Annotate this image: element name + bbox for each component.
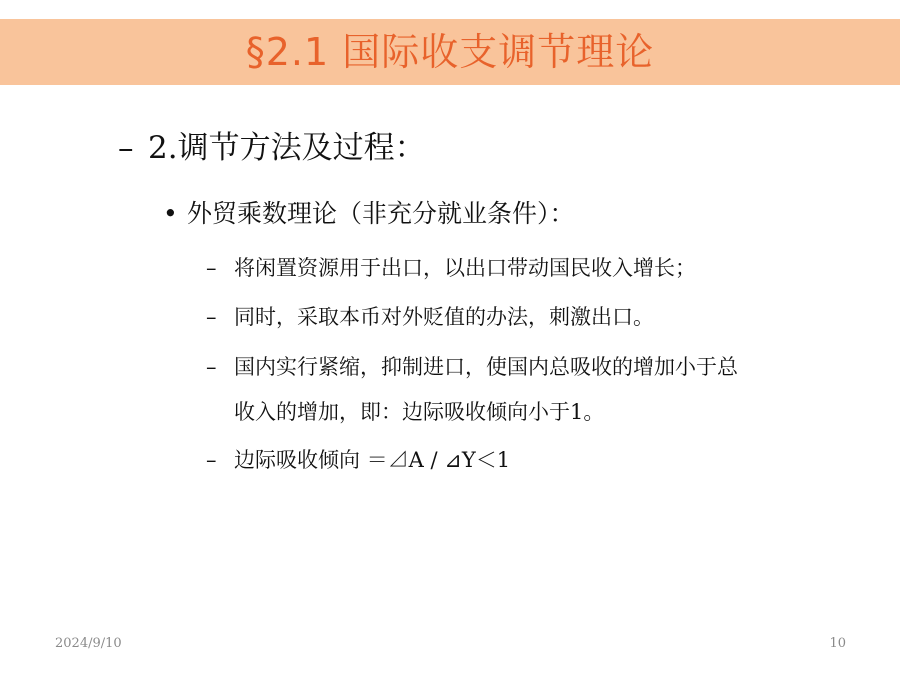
level2-item [163, 194, 575, 234]
dash-marker: – [206, 355, 217, 379]
level3-item [206, 438, 510, 482]
dash-marker: – [206, 256, 217, 280]
dash-marker: – [206, 305, 217, 329]
bullet-marker: • [163, 199, 178, 228]
level3-text: 国内实行紧缩，抑制进口，使国内总吸收的增加小于总 [234, 355, 738, 379]
level3-item [206, 295, 654, 339]
level3-text: 边际吸收倾向 ＝⊿A / ⊿Y＜1 [234, 448, 511, 472]
title-bar [0, 19, 900, 85]
footer-date: 2024/9/10 [55, 636, 122, 651]
level1-item [118, 126, 426, 170]
level3-text: 同时，采取本币对外贬值的办法，刺激出口。 [234, 305, 654, 329]
slide-title: §2.1 国际收支调节理论 [245, 30, 655, 74]
dash-marker: – [206, 448, 217, 472]
level3-text: 收入的增加，即：边际吸收倾向小于1。 [234, 400, 605, 424]
level3-text: 将闲置资源用于出口，以出口带动国民收入增长； [234, 256, 696, 280]
dash-marker: – [118, 130, 134, 166]
level3-continuation [206, 390, 604, 434]
level1-text: 2.调节方法及过程： [148, 130, 426, 166]
level2-text: 外贸乘数理论（非充分就业条件）： [187, 199, 575, 228]
level3-item [206, 345, 738, 389]
page-number: 10 [829, 636, 846, 651]
level3-item [206, 246, 696, 290]
